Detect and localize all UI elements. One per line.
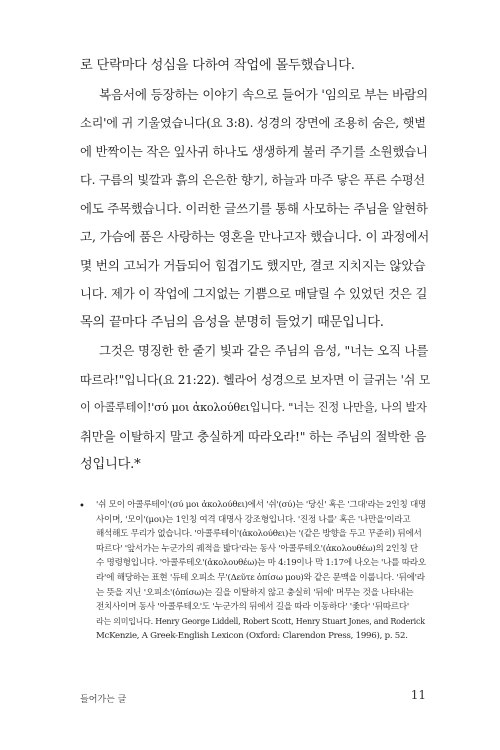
footnote-line: 수 명령형입니다. '아콜루테오'(ἀκολουθέω)는 마 4:19이나 막 1:17에 나오는 '나를 따라오 (96, 558, 426, 569)
footnote-marker: • (79, 501, 85, 512)
body-line: 로 단락마다 성심을 다하여 작업에 몰두했습니다. (80, 58, 355, 73)
body-line: 니다. 제가 이 작업에 그지없는 기쁨으로 매달릴 수 있었던 것은 길 (80, 286, 428, 301)
body-line: 몇 번의 고뇌가 거듭되어 힘겹기도 했지만, 결코 지치지는 않았습 (80, 257, 426, 273)
body-line: 따르라!"입니다(요 21:22). 헬라어 성경으로 보자면 이 글귀는 '쉬 모 (80, 372, 431, 387)
body-line: 소리'에 귀 기울였습니다(요 3:8). 성경의 장면에 조용히 숨은, 햇볕 (80, 116, 426, 130)
main-body-text (80, 52, 431, 480)
running-footer-section: 들어가는 글 (80, 695, 127, 705)
footnote-line: 따르다' '앞서가는 누군가의 궤적을 밟다'라는 동사 '아콜루테오'(ἀκολουθέω)의 2인칭 단 (96, 543, 418, 554)
body-line: 그것은 명징한 한 줄기 빛과 같은 주님의 음성, "너는 오직 나를 (99, 343, 429, 358)
footnote-line: McKenzie, A Greek-English Lexicon (Oxford: Clarendon Press, 1996), p. 52. (96, 631, 408, 642)
body-line: 에도 주목했습니다. 이러한 글쓰기를 통해 사모하는 주님을 알현하 (80, 200, 428, 216)
footnote-line: 는 뜻을 지닌 '오피소'(ὀπίσω)는 길을 이탈하지 않고 충실히 '뒤에' 머무는 것을 나타내는 (96, 587, 414, 598)
body-line: 고, 가슴에 품은 사랑하는 영혼을 만나고자 했습니다. 이 과정에서 (80, 229, 430, 244)
body-line: 취만을 이탈하지 말고 충실하게 따라오라!" 하는 주님의 절박한 음 (80, 428, 427, 444)
footnote-line: 전치사이며 동사 '아콜루테오'도 '누군가의 뒤에서 길을 따라 이동하다' '좇다' '뒤따르다' (96, 602, 409, 613)
footnote (79, 498, 427, 644)
page-number: 11 (410, 688, 426, 702)
body-line: 이 아콜루테이!'σύ μοι ἀκολούθει입니다. "너는 진정 나만을, 나의 발자 (80, 401, 427, 414)
body-line: 에 반짝이는 작은 잎사귀 하나도 생생하게 불러 주기를 소원했습니 (80, 143, 428, 159)
footnote-line: 사이며, '모이'(μοι)는 1인칭 여격 대명사 강조형입니다. '진정 나를' 혹은 '나만을'이라고 (96, 514, 411, 525)
footnote-line: 라'에 해당하는 표현 '듀테 오피소 무'(Δεῦτε ὀπίσω μου)와 같은 문맥을 이룹니다. '뒤에'라 (96, 572, 425, 583)
body-line: 목의 끝마다 주님의 음성을 분명히 들었기 때문입니다. (80, 314, 384, 330)
body-line: 성입니다.* (80, 457, 141, 472)
footnote-line: 라는 의미입니다. Henry George Liddell, Robert Scott, Henry Stuart Jones, and Roderick (96, 616, 425, 626)
footnote-line: '쉬 모이 아콜루테이'(σύ μοι ἀκολούθει)에서 '쉬'(σύ)는 '당신' 혹은 '그대'라는 2인칭 대명 (96, 500, 427, 510)
body-line: 다. 구름의 빛깔과 흙의 은은한 향기, 하늘과 마주 닿은 푸른 수평선 (80, 173, 425, 187)
body-line: 복음서에 등장하는 이야기 속으로 들어가 '임의로 부는 바람의 (99, 86, 429, 102)
footnote-line: 해석해도 무리가 없습니다. '아콜루테이'(ἀκολούθει)는 '(같은 방향을 두고 꾸준히) 뒤에서 (96, 529, 422, 540)
